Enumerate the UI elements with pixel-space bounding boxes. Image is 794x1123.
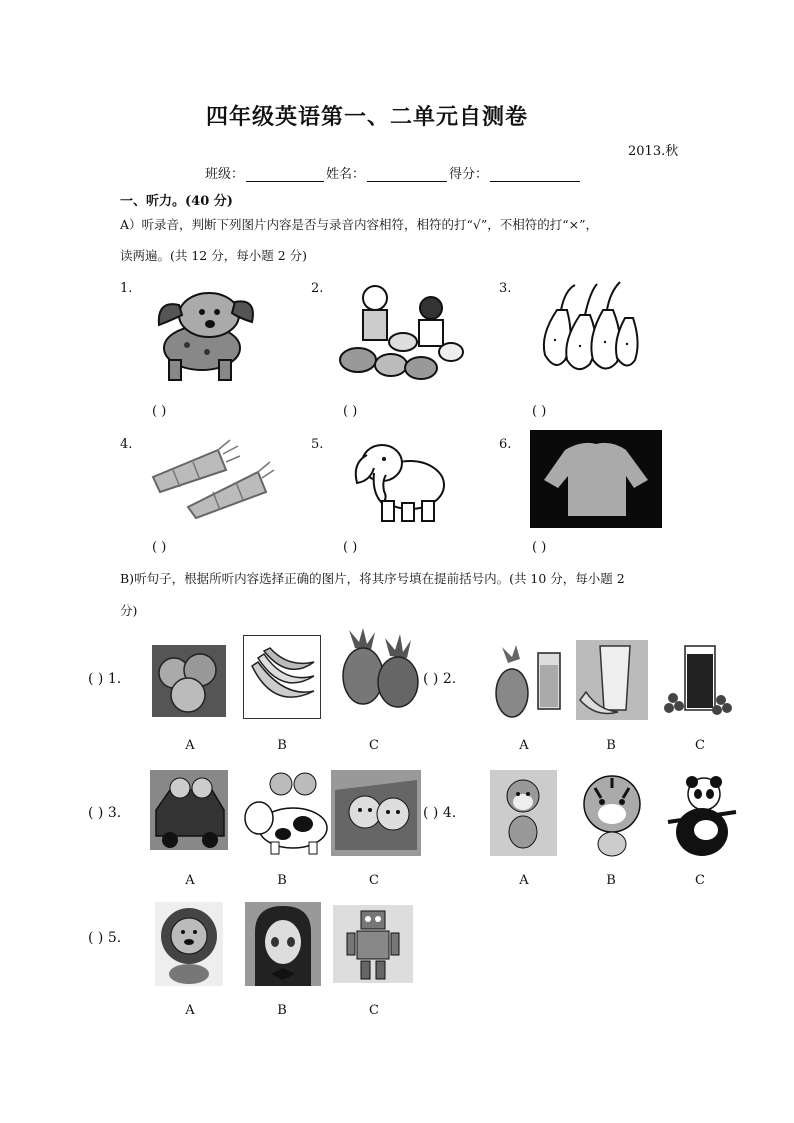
page-title: 四年级英语第一、二单元自测卷 [205, 104, 528, 130]
cats-in-car-icon [150, 770, 228, 850]
year-label: 2013.秋 [628, 144, 679, 159]
cats-on-cow-icon [243, 770, 329, 856]
q5-option-a: A [185, 1003, 195, 1018]
q4-option-c: C [695, 873, 705, 888]
student-info-row [205, 163, 582, 182]
item-2-number: 2. [311, 281, 324, 296]
partB-instruction-line1: B)听句子，根据所听内容选择正确的图片，将其序号填在提前括号内。(共 10 分，每小题 2 [120, 571, 625, 586]
name-blank[interactable] [367, 167, 447, 182]
q3-option-b: B [277, 873, 287, 888]
panda-icon [664, 772, 738, 860]
score-blank[interactable] [490, 167, 580, 182]
q4-option-a: A [519, 873, 529, 888]
tiger-icon [575, 770, 649, 858]
pineapple-juice-icon [490, 643, 566, 719]
q5-option-b: B [277, 1003, 287, 1018]
q3-option-c: C [369, 873, 379, 888]
dog-icon [147, 280, 257, 385]
q1-label[interactable]: ( ) 1. [88, 671, 122, 687]
cats-on-bed-icon [331, 770, 421, 856]
item-5-answer[interactable]: ( ) [343, 540, 358, 555]
name-label: 姓名： [326, 167, 366, 182]
lion-icon [155, 902, 223, 986]
q5-label[interactable]: ( ) 5. [88, 930, 122, 946]
banana-milkshake-icon [576, 640, 648, 720]
item-4-answer[interactable]: ( ) [152, 540, 167, 555]
class-label: 班级： [205, 167, 245, 182]
carrots-icon [148, 432, 276, 520]
item-2-answer[interactable]: ( ) [343, 404, 358, 419]
item-6-answer[interactable]: ( ) [532, 540, 547, 555]
bananas-icon [243, 635, 321, 719]
q4-label[interactable]: ( ) 4. [423, 805, 457, 821]
item-6-number: 6. [499, 437, 512, 452]
robot-icon [333, 905, 413, 983]
q3-label[interactable]: ( ) 3. [88, 805, 122, 821]
item-1-number: 1. [120, 281, 133, 296]
item-4-number: 4. [120, 437, 133, 452]
melon-sellers-icon [333, 280, 468, 383]
elephant-icon [352, 433, 452, 525]
q5-option-c: C [369, 1003, 379, 1018]
item-1-answer[interactable]: ( ) [152, 404, 167, 419]
doll-icon [245, 902, 321, 986]
score-label: 得分： [449, 167, 489, 182]
item-3-number: 3. [499, 281, 512, 296]
q1-option-b: B [277, 738, 287, 753]
q4-option-b: B [606, 873, 616, 888]
sweater-icon [530, 430, 662, 528]
q2-option-a: A [519, 738, 529, 753]
grape-juice-icon [663, 640, 735, 718]
apples-icon [152, 645, 226, 717]
pineapples-icon [335, 628, 423, 708]
item-5-number: 5. [311, 437, 324, 452]
class-blank[interactable] [246, 167, 324, 182]
partA-instruction-line1: A）听录音，判断下列图片内容是否与录音内容相符，相符的打“√”，不相符的打“×”， [120, 217, 599, 232]
q1-option-a: A [185, 738, 195, 753]
q2-option-c: C [695, 738, 705, 753]
q1-option-c: C [369, 738, 379, 753]
q2-option-b: B [606, 738, 616, 753]
section1-heading: 一、听力。(40 分) [120, 194, 233, 209]
monkey-icon [490, 770, 557, 856]
q3-option-a: A [185, 873, 195, 888]
partB-instruction-line2: 分) [120, 603, 138, 618]
pears-icon [535, 280, 645, 377]
item-3-answer[interactable]: ( ) [532, 404, 547, 419]
partA-instruction-line2: 读两遍。(共 12 分，每小题 2 分) [120, 248, 308, 263]
q2-label[interactable]: ( ) 2. [423, 671, 457, 687]
